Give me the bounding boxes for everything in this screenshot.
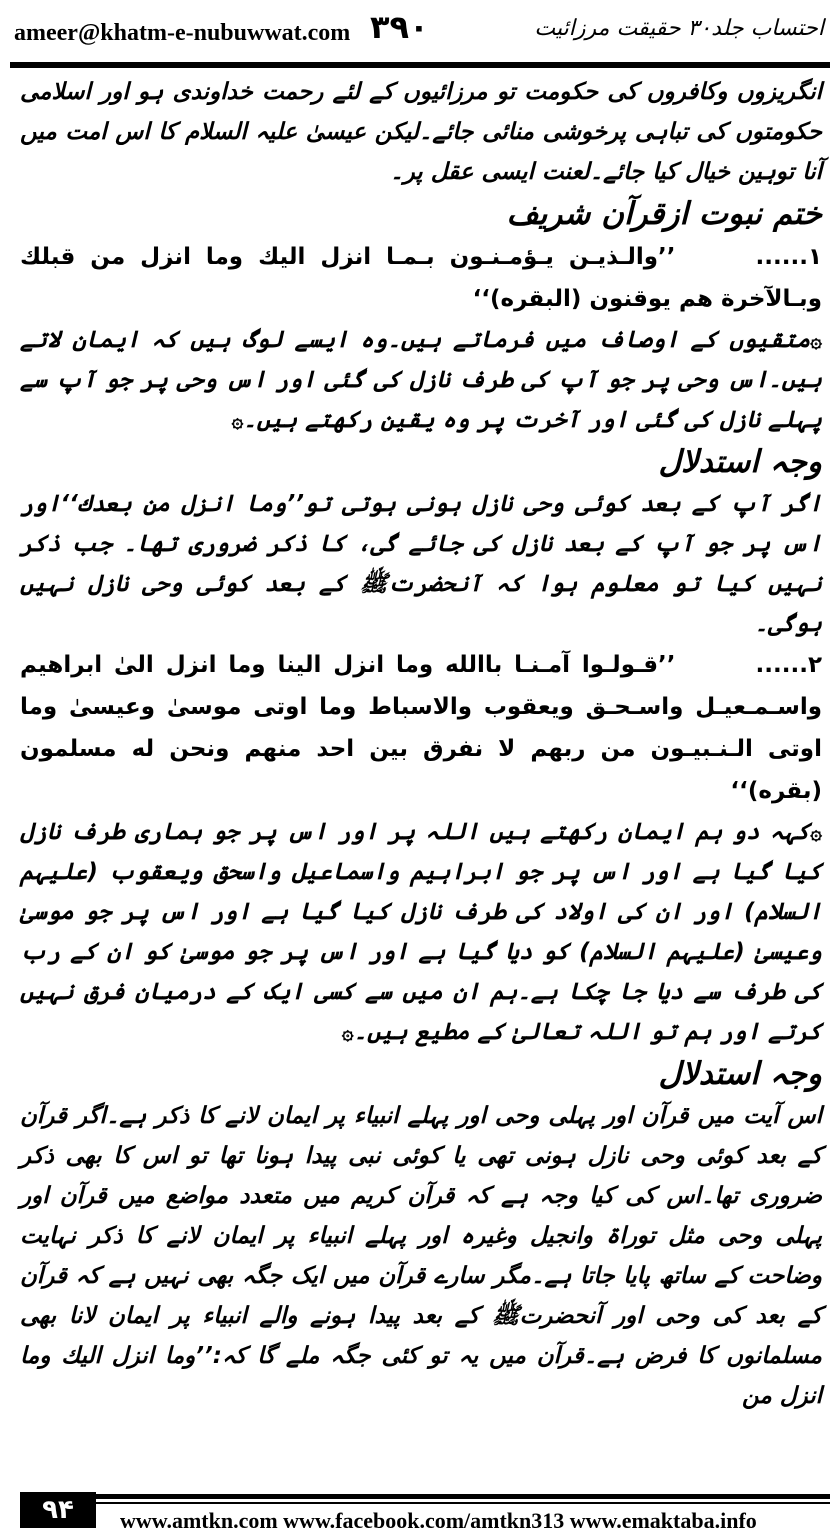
section-heading-khatm-e-nubuwwat: ختم نبوت ازقرآن شریف: [506, 196, 822, 232]
verse-2-text: ’’قـولـوا آمـنـا باالله وما انزل الينا وما انزل الىٰ ابراهيم واسـمـعيـل واسـحـق ويعقوب والاسباط وما اوتى موسىٰ وعيسىٰ وما اوتى الـنـبيـون من ربهم لا نفرق بين احد منهم ونحن له مسلمون (بقره)‘‘: [20, 652, 822, 804]
header-email: ameer@khatm-e-nubuwwat.com: [14, 20, 351, 46]
folio-number: ۹۴: [20, 1492, 96, 1528]
footer-rule: [96, 1494, 830, 1499]
page-body: [20, 72, 822, 1416]
page-footer: [0, 1490, 840, 1540]
header-rule: [10, 62, 830, 68]
verse-1-translation-block: [20, 320, 822, 440]
verse-2-arabic: [20, 644, 822, 812]
ornament-icon: ۞: [341, 1020, 354, 1044]
footer-links: www.amtkn.com www.facebook.com/amtkn313 www.emaktaba.info: [120, 1508, 757, 1533]
paragraph-argument-1: اگر آپ کے بعد کوئی وحی نازل ہونی ہوتی تو’’وما انزل من بعدك‘‘اور اس پر جو آپ کے بعد نازل کی جائے گی، کا ذکر ضروری تھا۔ جب ذکر نہیں کیا تو معلوم ہوا کہ آنحضرتﷺ کے بعد کوئی وحی نازل نہیں ہوگی۔: [20, 491, 822, 637]
footer-rule-thin: [96, 1502, 830, 1504]
verse-2-translation-block: [20, 812, 822, 1052]
ornament-icon: ۞: [810, 820, 822, 844]
verse-2-number: ۲......: [755, 652, 822, 678]
paragraph-intro: انگریزوں وکافروں کی حکومت تو مرزائیوں کے لئے رحمت خداوندی ہو اور اسلامی حکومتوں کی تباہی پرخوشی منائی جائے۔لیکن عیسیٰ علیہ السلام کا اس امت میں آنا توہین خیال کیا جائے۔لعنت ایسی عقل پر۔: [20, 79, 822, 185]
paragraph-argument-2: اس آیت میں قرآن اور پہلی وحی اور پہلے انبیاء پر ایمان لانے کا ذکر ہے۔اگر قرآن کے بعد کوئی وحی نازل ہونی تھی یا کوئی نبی پیدا ہونا تھا تو اس کا بھی ذکر ضروری تھا۔اس کی کیا وجہ ہے کہ قرآن کریم میں متعدد مواضع میں قرآن اور پہلی وحی مثل توراۃ وانجیل وغیرہ اور پہلے انبیاء پر ایمان لانے کا ذکر نہایت وضاحت کے ساتھ پایا جاتا ہے۔مگر سارے قرآن میں ایک جگہ بھی نہیں ہے کہ قرآن کے بعد کی وحی اور آنحضرتﷺ کے بعد پیدا ہونے والے انبیاء پر ایمان لانا بھی مسلمانوں کا فرض ہے۔قرآن میں یہ تو کئی جگہ ملے گا کہ:’’وما انزل اليك وما انزل من: [20, 1103, 822, 1409]
verse-1-text: ’’والـذيـن يـؤمـنـون بـمـا انزل اليك وما انزل من قبلك وبـالآخرة هم يوقنون (البقره)‘‘: [20, 244, 822, 312]
verse-1-translation: متقیوں کے اوصاف میں فرماتے ہیں۔وہ ایسے لوگ ہیں کہ ایمان لاتے ہیں۔اس وحی پر جو آپ کی طرف نازل کی گئی اور اس وحی پر جو آپ سے پہلے نازل کی گئی اور آخرت پر وہ یقین رکھتے ہیں۔: [20, 327, 822, 433]
verse-1-arabic: [20, 236, 822, 320]
ornament-icon: ۞: [231, 408, 244, 432]
ornament-icon: ۞: [810, 328, 822, 352]
section-heading-argument-1: وجہ استدلال: [658, 444, 822, 480]
page-header: [0, 0, 840, 62]
verse-1-number: ۱......: [755, 244, 822, 270]
verse-2-translation: کہہ دو ہم ایمان رکھتے ہیں اللہ پر اور اس پر جو ہماری طرف نازل کیا گیا ہے اور اس پر جو ابراہیم واسماعیل واسحق ویعقوب (علیہم السلام) اور ان کی اولاد کی طرف نازل کیا گیا ہے اور اس پر جو موسیٰ وعیسیٰ (علیہم السلام) کو دیا گیا ہے اور اس پر جو موسیٰ کو ان کے رب کی طرف سے دیا جا چکا ہے۔ہم ان میں سے کسی ایک کے درمیان فرق نہیں کرتے اور ہم تو اللہ تعالیٰ کے مطیع ہیں۔: [20, 819, 822, 1045]
section-heading-argument-2: وجہ استدلال: [658, 1056, 822, 1092]
page-number: ۳۹۰: [370, 8, 429, 46]
running-title: احتساب جلد۳۰ حقیقت مرزائیت: [534, 16, 824, 41]
